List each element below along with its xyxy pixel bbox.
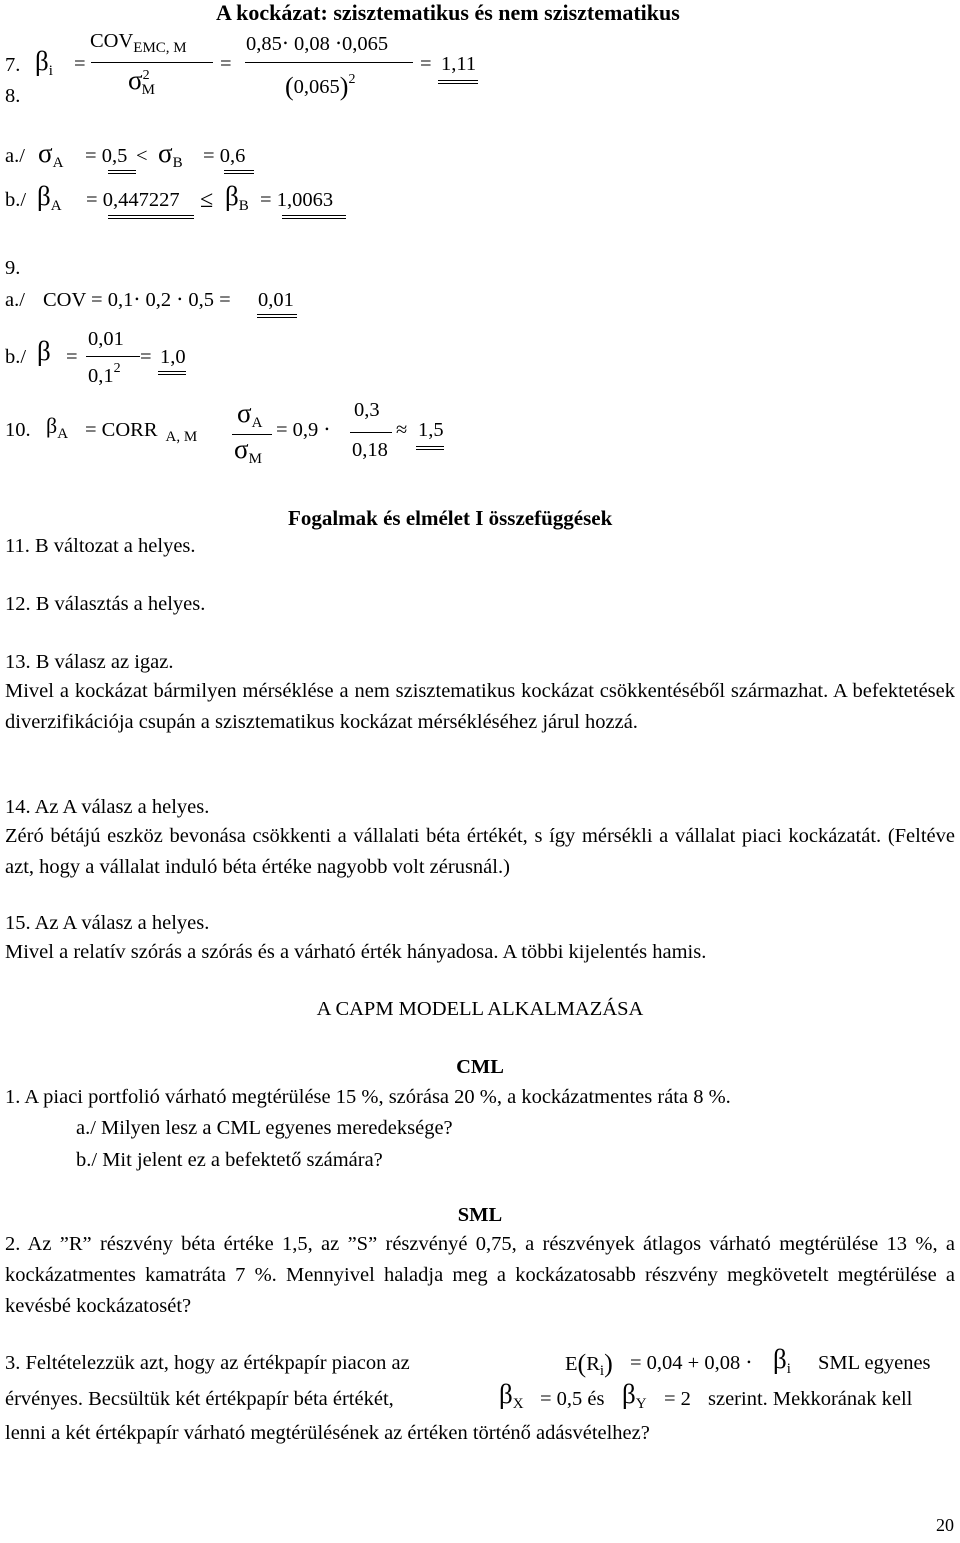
answer-item-13-head: 13. B válasz az igaz. <box>5 651 174 673</box>
result-value: 1,5 <box>418 419 444 441</box>
relation-sign: ≤ <box>200 187 214 213</box>
fraction-denominator: $(0,065)^2$ <box>285 72 356 101</box>
answer-item-11: 11. B változat a helyes. <box>5 535 196 557</box>
result-value: 0,01 <box>258 289 294 311</box>
fraction-numerator: 0,01 <box>88 328 124 350</box>
beta-a-value: = 0,447227 <box>86 189 180 211</box>
result-underline <box>416 446 444 450</box>
fraction-numerator: 0,85⋅ 0,08 ⋅0,065 <box>246 33 389 55</box>
cml-question-1b: b./ Mit jelent ez a befektető számára? <box>76 1149 383 1171</box>
item-number: 10. <box>5 419 31 441</box>
sml-heading: SML <box>457 1204 503 1226</box>
cov-expression: COV = 0,1⋅ 0,2 ⋅ 0,5 = <box>43 289 231 311</box>
fraction-bar <box>350 432 392 433</box>
beta-b: $\beta_B$ <box>225 181 249 214</box>
cml-heading: CML <box>456 1056 504 1078</box>
beta-a: $\beta_A$ <box>37 181 62 214</box>
beta-x: $\beta_X$ <box>499 1379 524 1412</box>
approx-sign: ≈ <box>396 419 408 441</box>
sigma-a-value: = 0,5 <box>85 145 128 167</box>
part-label: a./ <box>5 289 25 311</box>
answer-item-15-text: Mivel a relatív szórás a szórás és a várható érték hányadosa. A többi kijelentés hamis. <box>5 941 707 963</box>
question-text: 3. Feltételezzük azt, hogy az értékpapír piacon az <box>5 1352 410 1374</box>
fraction-bar <box>86 356 140 357</box>
result-value: 1,0 <box>160 346 186 368</box>
section-heading: Fogalmak és elmélet I összefüggések <box>288 506 613 530</box>
item-number: 9. <box>5 257 21 279</box>
result-underline <box>158 371 186 375</box>
answer-item-12: 12. B választás a helyes. <box>5 593 206 615</box>
fraction-bar <box>245 62 413 63</box>
fraction-bar <box>91 62 213 63</box>
answer-item-14-head: 14. Az A válasz a helyes. <box>5 796 210 818</box>
part-label: b./ <box>5 189 27 211</box>
equals-sign: = <box>220 53 232 75</box>
beta-symbol: β <box>37 336 51 366</box>
page-header-title: A kockázat: szisztematikus és nem szisztematikus <box>216 0 680 25</box>
question-text: lenni a két értékpapír várható megtérülésének az értéken történő adásvételhez? <box>5 1422 650 1444</box>
value-underline <box>108 170 136 174</box>
chapter-heading: A CAPM MODELL ALKALMAZÁSA <box>316 998 644 1020</box>
sigma-b: $\sigma_B$ <box>158 138 183 171</box>
value-underline <box>108 215 194 219</box>
equals-sign: = <box>420 53 432 75</box>
answer-item-14-text: Zéró bétájú eszköz bevonása csökkenti a vállalati béta értékét, s így mérsékli a vállalat piaci kockázatát. (Feltéve azt, hogy a vállalat induló béta értéke nagyobb volt zérusnál.) <box>5 825 955 878</box>
value-underline <box>282 215 346 219</box>
part-label: b./ <box>5 346 27 368</box>
equals-sign: = <box>140 346 152 368</box>
corr-term: = CORR $_{A, M}$ <box>85 419 198 445</box>
page-number: 20 <box>936 1515 954 1535</box>
fraction-denominator: $\sigma_M$ <box>234 434 262 467</box>
equals-sign: = <box>74 53 86 75</box>
answer-item-15-head: 15. Az A válasz a helyes. <box>5 912 210 934</box>
result-underline <box>257 314 297 318</box>
answer-item-13-text: Mivel a kockázat bármilyen mérséklése a nem szisztematikus kockázat csökkentéséből származhat. A befektetések diverzifikációja csupán a szisztematikus kockázat mérsékléséhez járul hozzá. <box>5 680 955 733</box>
beta-symbol: $\beta_i$ <box>35 46 53 79</box>
sml-question-2: 2. Az ”R” részvény béta értéke 1,5, az ”S” részvényé 0,75, a részvények átlagos várható megtérülése 13 %, a kockázatmentes kamatráta 7 %. Mennyivel haladja meg a kockázatosabb részvény megkövetelt megtérülése a kevésbé kockázatosét? <box>5 1233 955 1317</box>
result-value: 1,11 <box>441 53 477 75</box>
beta-b-value: = 1,0063 <box>260 189 334 211</box>
relation-sign: < <box>136 145 148 167</box>
equals-sign: = <box>66 346 78 368</box>
sml-equation: = 0,04 + 0,08 ⋅ <box>630 1352 753 1374</box>
question-text: SML egyenes <box>818 1352 931 1374</box>
middle-term: = 0,9 ⋅ <box>276 419 331 441</box>
beta-y-value: = 2 <box>664 1388 691 1410</box>
fraction-denominator: 0,18 <box>352 439 388 461</box>
beta-y: $\beta_Y$ <box>622 1379 647 1412</box>
beta-a: $\beta_A$ <box>46 413 69 442</box>
part-label: a./ <box>5 145 25 167</box>
item-number: 7. <box>5 54 21 76</box>
cml-question-1: 1. A piaci portfolió várható megtérülése 15 %, szórása 20 %, a kockázatmentes ráta 8 %. <box>5 1086 731 1108</box>
expected-return-term: $E(R_i)$ <box>565 1349 613 1379</box>
sigma-b-value: = 0,6 <box>203 145 246 167</box>
value-underline <box>224 170 254 174</box>
fraction-numerator: $COV_{EMC, M}$ <box>90 30 187 56</box>
question-text: szerint. Mekkorának kell <box>708 1388 913 1410</box>
beta-x-value: = 0,5 és <box>540 1388 605 1410</box>
fraction-numerator: 0,3 <box>354 399 380 421</box>
result-underline <box>438 80 478 84</box>
sigma-a: $\sigma_A$ <box>38 138 64 171</box>
item-number: 8. <box>5 85 21 107</box>
question-text: érvényes. Becsültük két értékpapír béta értékét, <box>5 1388 394 1410</box>
beta-i: $\beta_i$ <box>773 1344 791 1377</box>
fraction-numerator: $\sigma_A$ <box>237 398 263 431</box>
fraction-denominator: $\sigma^2_M$ <box>128 65 155 98</box>
cml-question-1a: a./ Milyen lesz a CML egyenes meredeksége? <box>76 1117 453 1139</box>
fraction-denominator: $0,1^2$ <box>88 361 121 387</box>
